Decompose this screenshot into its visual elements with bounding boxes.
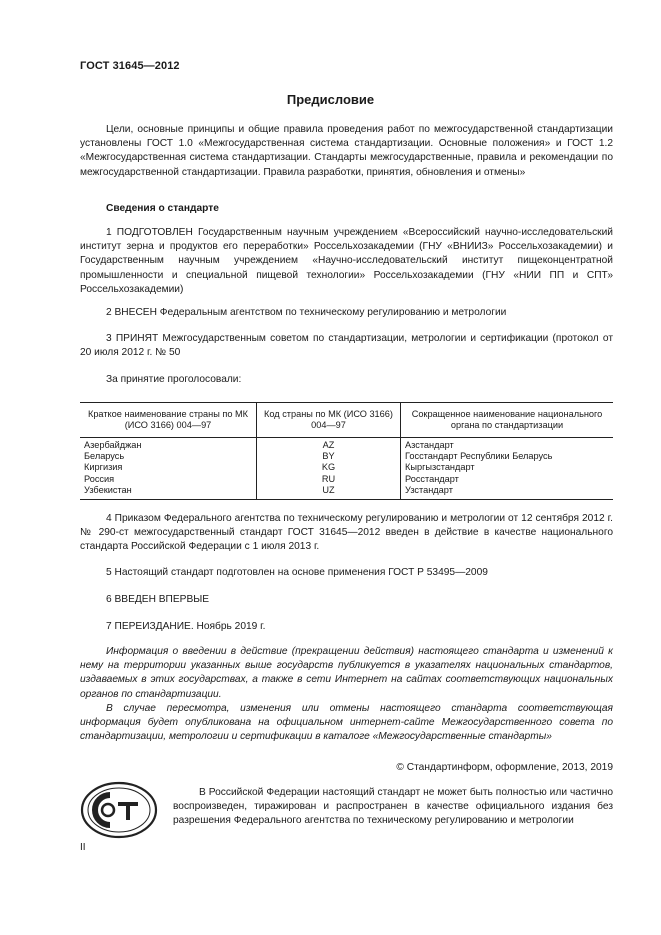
- header-country-name: Краткое наименование страны по МК (ИСО 3166) 004—97: [80, 403, 257, 438]
- standards-body: Узстандарт: [401, 485, 614, 500]
- standards-body: Кыргызстандарт: [401, 462, 614, 473]
- table-row: [80, 451, 613, 462]
- item-7: 7 ПЕРЕИЗДАНИЕ. Ноябрь 2019 г.: [106, 621, 266, 632]
- table-row: [80, 438, 613, 452]
- country-code: BY: [257, 451, 401, 462]
- section-heading: Сведения о стандарте: [106, 203, 219, 214]
- item-4: 4 Приказом Федерального агентства по техническому регулированию и метрологии от 12 сентября 2012 г. № 290-ст межгосударственный стандарт ГОСТ 31645—2012 введен в действие в качестве национального стандарта Российской Федерации с 1 июля 2013 г.: [80, 513, 613, 553]
- country-name: Киргизия: [84, 462, 123, 473]
- voted-label: За принятие проголосовали:: [106, 374, 242, 385]
- header-standards-body: Сокращенное наименование национального органа по стандартизации: [401, 403, 614, 438]
- country-name: Беларусь: [84, 451, 125, 462]
- page-title: Предисловие: [286, 92, 375, 107]
- item-5: 5 Настоящий стандарт подготовлен на основе применения ГОСТ Р 53495—2009: [106, 567, 488, 578]
- standard-id: ГОСТ 31645—2012: [80, 60, 180, 72]
- item-3: 3 ПРИНЯТ Межгосударственным советом по стандартизации, метрологии и сертификации (протокол от 20 июля 2012 г. № 50: [80, 333, 613, 359]
- note-revision-info: В случае пересмотра, изменения или отмены настоящего стандарта соответствующая информация будет опубликована на официальном интернет-сайте Межгосударственного совета по стандартизации, метрологии и сертификации в каталоге «Межгосударственные стандарты»: [80, 703, 613, 743]
- country-code: AZ: [257, 438, 401, 452]
- item-6: 6 ВВЕДЕН ВПЕРВЫЕ: [106, 594, 210, 605]
- table-row: [80, 485, 613, 500]
- item-1: 1 ПОДГОТОВЛЕН Государственным научным учреждением «Всероссийский научно-исследовательский институт зерна и продуктов его переработки» Россельхозакадемии (ГНУ «ВНИИЗ» Россельхозакадемии) и Государственным научным учреждением «Научно-исследовательский институт пищеконцентратной промышленности и специальной пищевой технологии» Россельхозакадемии (ГНУ «НИИ ПП и СПТ» Россельхозакадемии): [80, 227, 613, 295]
- copyright: © Стандартинформ, оформление, 2013, 2019: [396, 762, 613, 773]
- note-publication-info: Информация о введении в действие (прекращении действия) настоящего стандарта и изменений к нему на территории указанных выше государств публикуется в указателях национальных стандартов, издаваемых в этих государствах, а также в сети Интернет на сайтах соответствующих национальных органов по стандартизации.: [80, 646, 613, 700]
- header-country-code: Код страны по МК (ИСО 3166) 004—97: [257, 403, 401, 438]
- country-name: Азербайджан: [84, 440, 142, 450]
- standards-body: Азстандарт: [401, 438, 614, 452]
- country-code: KG: [257, 462, 401, 473]
- country-name: Россия: [84, 473, 115, 484]
- table-row: [80, 474, 613, 485]
- intro-paragraph: Цели, основные принципы и общие правила проведения работ по межгосударственной стандартизации установлены ГОСТ 1.0 «Межгосударственная система стандартизации. Основные положения» и ГОСТ 1.2 «Межгосударственная система стандартизации. Стандарты межгосударственные, правила и рекомендации по межгосударственной стандартизации. Правила разработки, принятия, обновления и отмены»: [80, 124, 613, 178]
- table-row: [80, 462, 613, 473]
- standards-body: Госстандарт Республики Беларусь: [401, 451, 614, 462]
- table-header-row: [80, 403, 613, 438]
- country-name: Узбекистан: [80, 485, 257, 500]
- rights-notice: В Российской Федерации настоящий стандарт не может быть полностью или частично воспроизведен, тиражирован и распространен в качестве официального издания без разрешения Федерального агентства по техническому регулированию и метрологии: [173, 787, 613, 827]
- voting-table: [80, 402, 613, 500]
- page-number: II: [80, 842, 86, 853]
- item-2: 2 ВНЕСЕН Федеральным агентством по техническому регулированию и метрологии: [106, 307, 507, 318]
- country-code: RU: [257, 474, 401, 485]
- standards-body: Росстандарт: [401, 474, 614, 485]
- rst-logo: [80, 781, 158, 839]
- country-code: UZ: [257, 485, 401, 500]
